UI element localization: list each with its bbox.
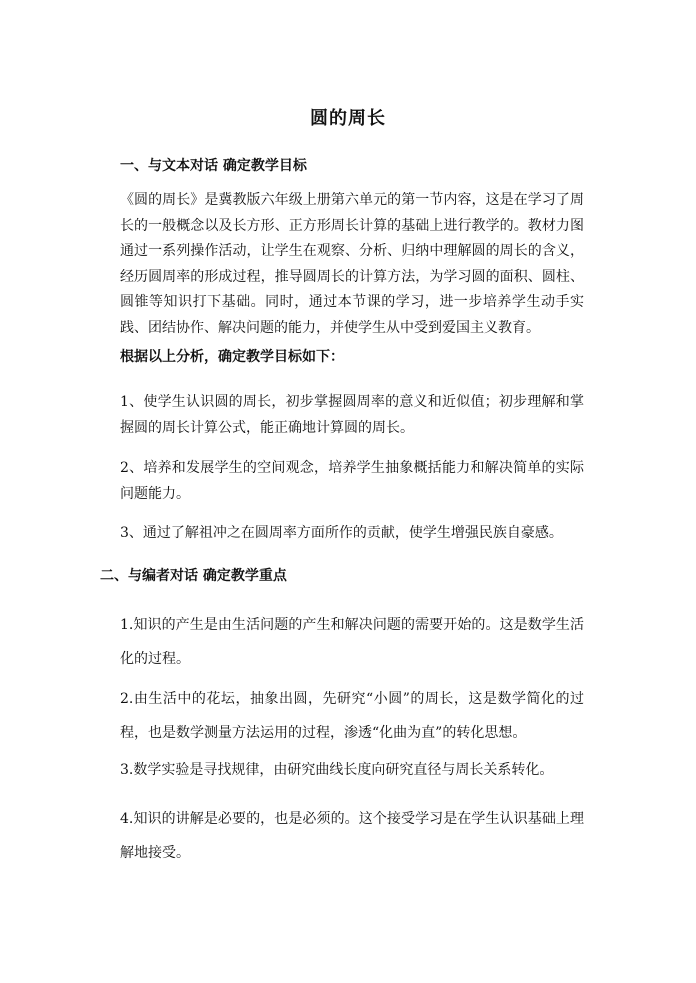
page-title: 圆的周长 xyxy=(310,108,386,129)
goal-item-2: 2、培养和发展学生的空间观念，培养学生抽象概括能力和解决简单的实际问题能力。 xyxy=(120,460,584,502)
intro-paragraph: 《圆的周长》是冀教版六年级上册第六单元的第一节内容，这是在学习了周长的一般概念以及长方形、正方形周长计算的基础上进行教学的。教材力图通过一系列操作活动，让学生在观察、分析、归纳中理解圆的周长的含义，经历圆周率的形成过程，推导圆周长的计算方法，为学习圆的面积、圆柱、圆锥等知识打下基础。同时，通过本节课的学习，进一步培养学生动手实践、团结协作、解决问题的能力，并使学生从中受到爱国主义教育。 xyxy=(120,192,584,336)
point-item-4: 4.知识的讲解是必要的，也是必须的。这个接受学习是在学生认识基础上理解地接受。 xyxy=(120,811,584,861)
goal-item-1: 1、使学生认识圆的周长，初步掌握圆周率的意义和近似值；初步理解和掌握圆的周长计算公式，能正确地计算圆的周长。 xyxy=(120,394,584,436)
section-heading-1: 一、与文本对话 确定教学目标 xyxy=(120,158,307,174)
point-item-2: 2.由生活中的花坛，抽象出圆，先研究“小圆”的周长，这是数学简化的过程，也是数学测量方法运用的过程，渗透“化曲为直”的转化思想。 xyxy=(120,691,584,741)
point-item-3: 3.数学实验是寻找规律，由研究曲线长度向研究直径与周长关系转化。 xyxy=(120,762,554,778)
goals-subheading: 根据以上分析，确定教学目标如下： xyxy=(120,349,344,365)
point-item-1: 1.知识的产生是由生活问题的产生和解决问题的需要开始的。这是数学生活化的过程。 xyxy=(120,617,584,667)
section-heading-2: 二、与编者对话 确定教学重点 xyxy=(100,568,287,584)
goal-item-3: 3、通过了解祖冲之在圆周率方面所作的贡献，使学生增强民族自豪感。 xyxy=(120,525,563,541)
